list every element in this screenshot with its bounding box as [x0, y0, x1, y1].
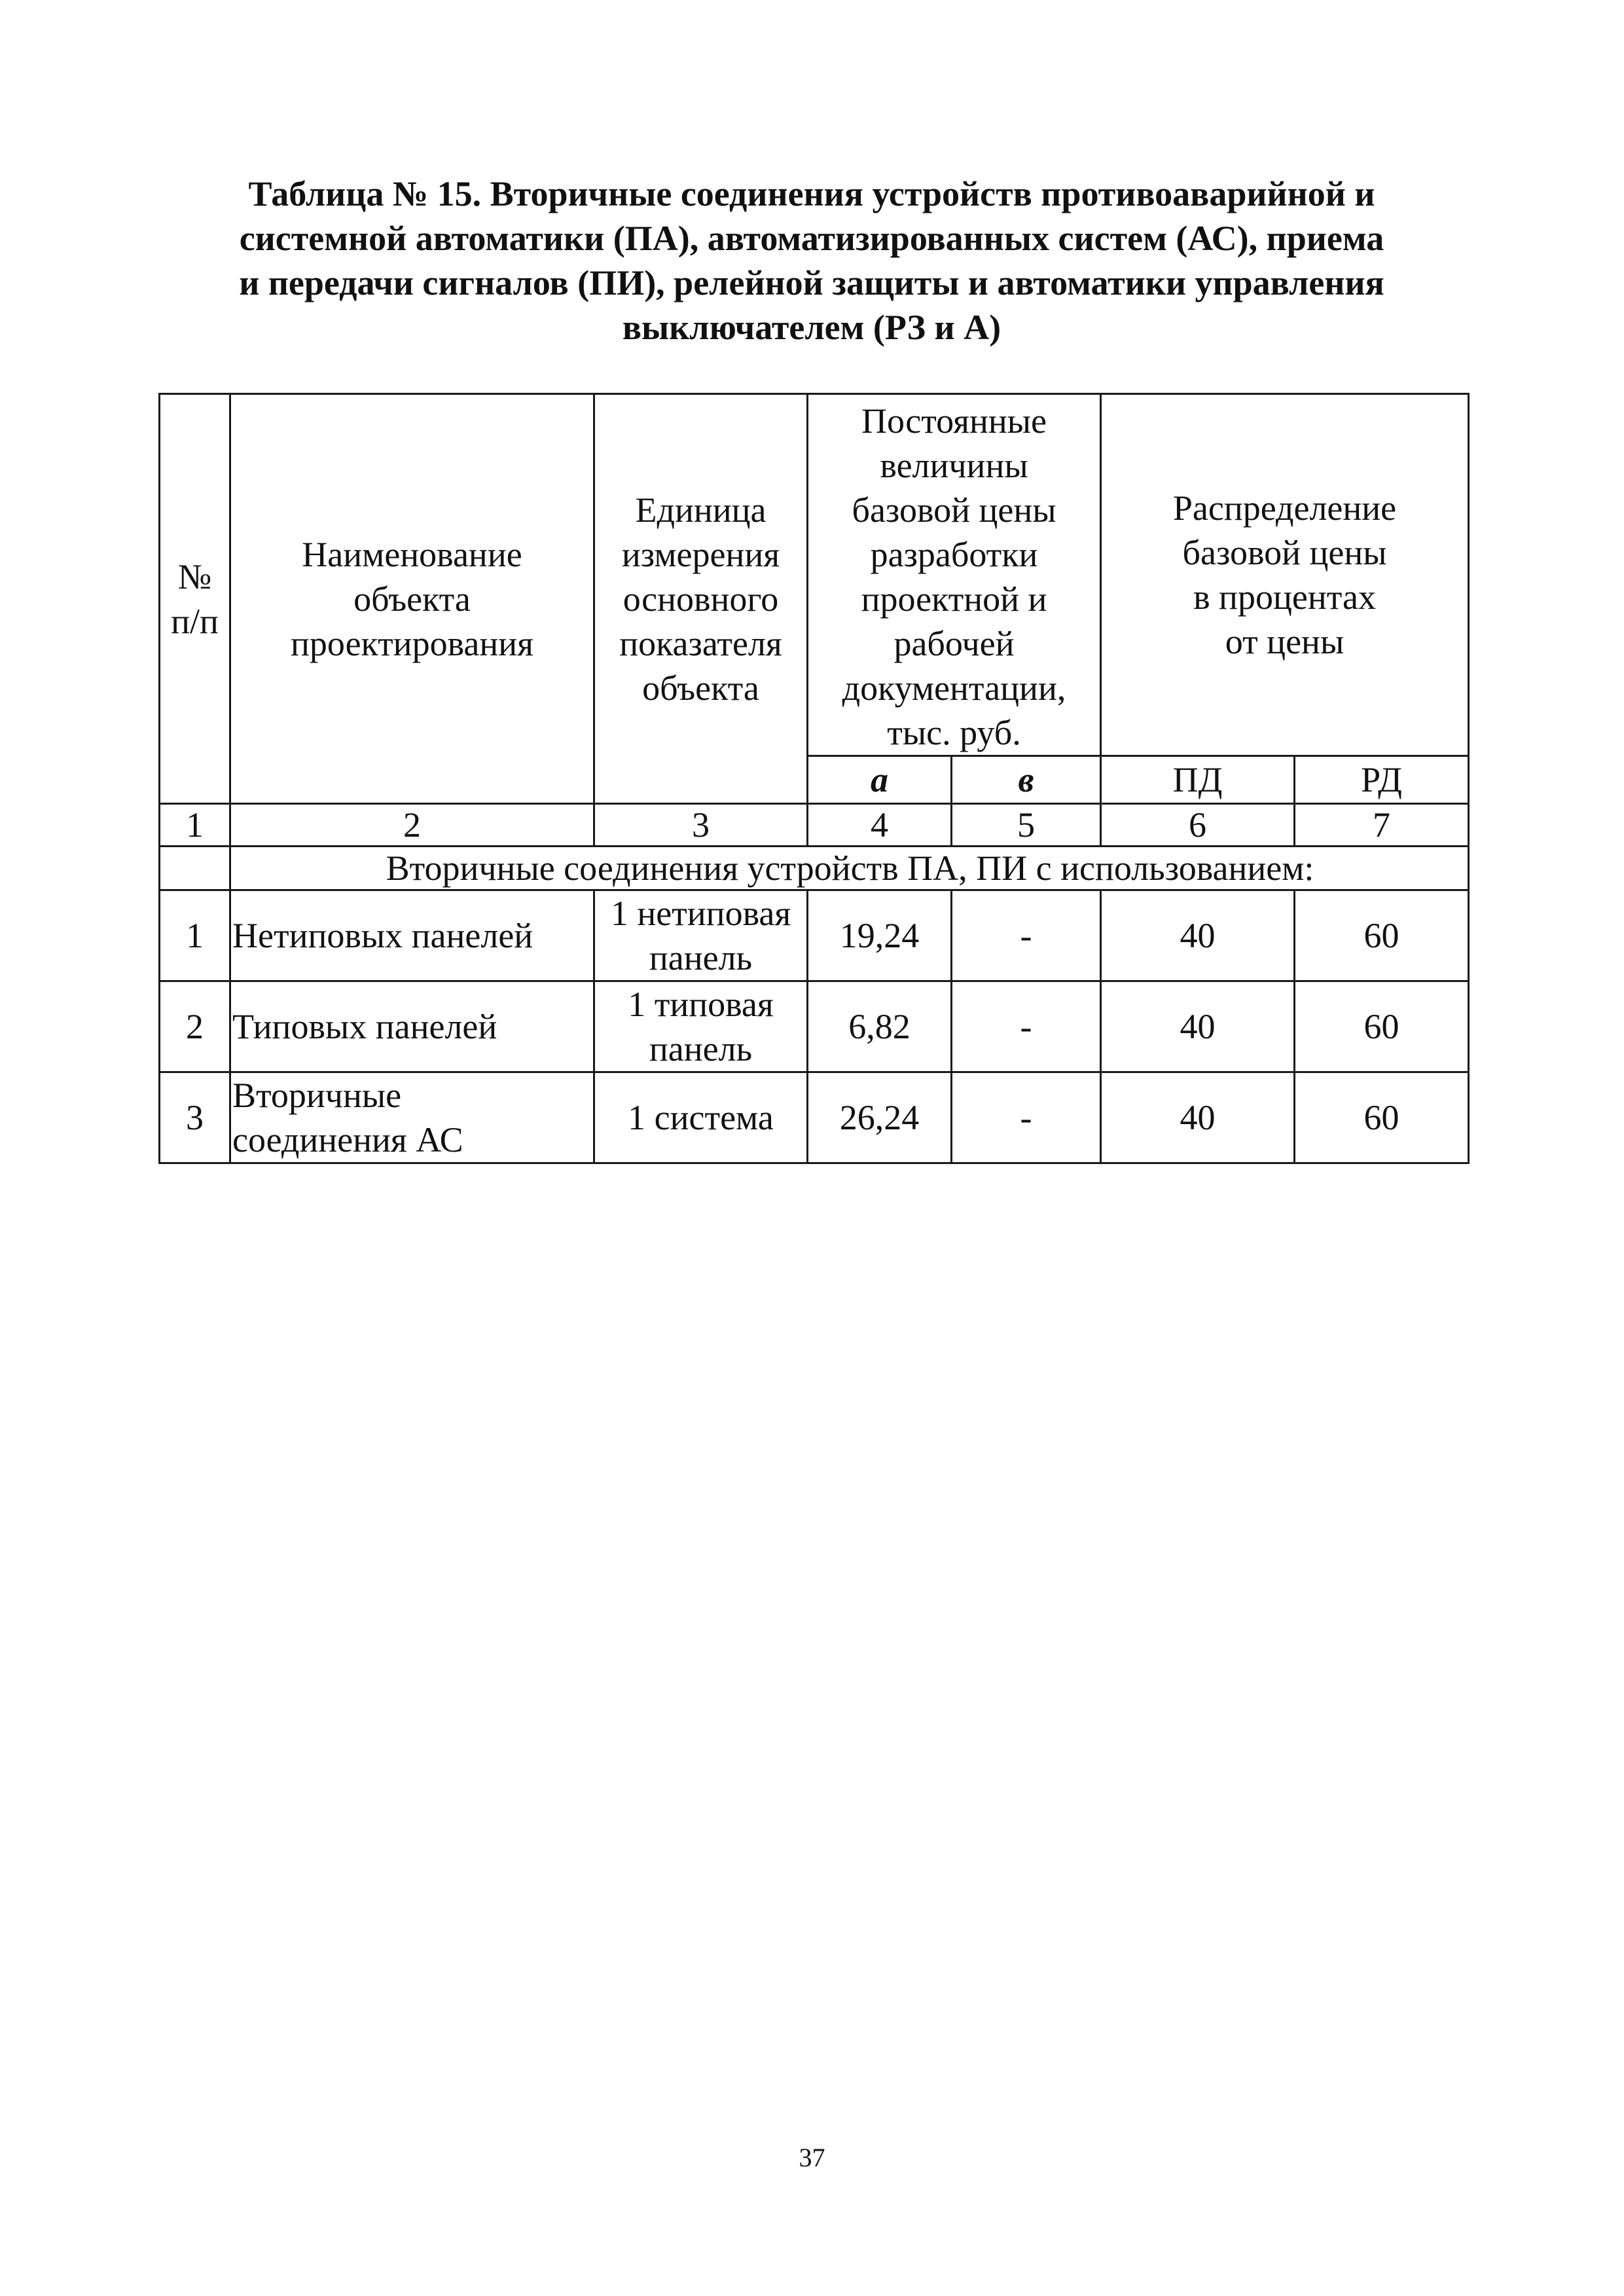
section-title: Вторичные соединения устройств ПА, ПИ с использованием: [230, 847, 1469, 890]
header-num-line: п/п [171, 601, 219, 641]
header-base-price-line: величины [880, 446, 1028, 485]
header-name-line: проектирования [291, 623, 533, 663]
header-unit-line: показателя [619, 623, 782, 663]
row-unit-line: панель [649, 1029, 753, 1068]
row-rd: 60 [1295, 981, 1469, 1072]
header-distribution-line: в процентах [1193, 577, 1376, 617]
row-rd: 60 [1295, 1072, 1469, 1163]
row-rd: 60 [1295, 890, 1469, 981]
title-line: системной автоматики (ПА), автоматизированных систем (АС), приема [239, 219, 1384, 258]
title-line: Таблица № 15. Вторичные соединения устройств противоаварийной и [248, 174, 1375, 213]
header-base-price [808, 394, 1101, 756]
row-unit [594, 981, 808, 1072]
subheader-pd: ПД [1101, 756, 1295, 804]
header-base-price-line: разработки [870, 535, 1038, 574]
subheader-b: в [952, 756, 1101, 804]
row-name [230, 1072, 594, 1163]
column-number-row [160, 804, 1469, 847]
header-distribution [1101, 394, 1469, 756]
row-unit [594, 1072, 808, 1163]
column-number: 7 [1295, 804, 1469, 847]
header-name-line: Наименование [302, 534, 522, 574]
price-table [158, 393, 1470, 1164]
column-number: 3 [594, 804, 808, 847]
section-row [160, 847, 1469, 890]
header-distribution-line: Распределение [1172, 488, 1397, 528]
row-name: Нетиповых панелей [230, 890, 594, 981]
subheader-a: а [808, 756, 952, 804]
row-unit [594, 890, 808, 981]
row-a: 26,24 [808, 1072, 952, 1163]
section-num-cell [160, 847, 230, 890]
header-base-price-line: проектной и [861, 579, 1047, 619]
table-row [160, 981, 1469, 1072]
header-row [160, 394, 1469, 756]
row-a: 19,24 [808, 890, 952, 981]
row-unit-line: панель [649, 938, 753, 977]
header-name [230, 394, 594, 804]
header-distribution-line: базовой цены [1182, 533, 1387, 572]
header-base-price-line: тыс. руб. [887, 713, 1021, 752]
header-base-price-line: рабочей [893, 624, 1015, 663]
row-pd: 40 [1101, 1072, 1295, 1163]
row-b: - [952, 981, 1101, 1072]
header-unit-line: Единица [635, 490, 767, 530]
header-base-price-line: документации, [842, 668, 1066, 708]
column-number: 5 [952, 804, 1101, 847]
header-name-line: объекта [353, 579, 471, 619]
row-unit-line: 1 типовая [628, 985, 774, 1024]
row-num: 1 [160, 890, 230, 981]
header-distribution-line: от цены [1225, 622, 1344, 661]
subheader-rd: РД [1295, 756, 1469, 804]
column-number: 1 [160, 804, 230, 847]
header-base-price-line: базовой цены [852, 490, 1056, 530]
column-number: 6 [1101, 804, 1295, 847]
header-num-line: № [177, 556, 212, 596]
column-number: 2 [230, 804, 594, 847]
row-name: Типовых панелей [230, 981, 594, 1072]
header-num [160, 394, 230, 804]
row-b: - [952, 1072, 1101, 1163]
header-unit-line: объекта [642, 668, 759, 708]
header-unit-line: основного [623, 579, 779, 619]
column-number: 4 [808, 804, 952, 847]
row-num: 2 [160, 981, 230, 1072]
title-line: выключателем (РЗ и А) [622, 308, 1001, 347]
row-unit-line: 1 система [628, 1098, 774, 1137]
row-pd: 40 [1101, 890, 1295, 981]
row-name-line: соединения АС [232, 1120, 463, 1159]
table-title [157, 172, 1466, 350]
row-name-line: Вторичные [232, 1076, 402, 1115]
page-number: 37 [799, 2143, 825, 2172]
row-unit-line: 1 нетиповая [610, 894, 791, 933]
row-num: 3 [160, 1072, 230, 1163]
title-line: и передачи сигналов (ПИ), релейной защиты и автоматики управления [239, 263, 1384, 302]
table-row [160, 890, 1469, 981]
header-base-price-line: Постоянные [861, 401, 1047, 441]
header-unit [594, 394, 808, 804]
table-row [160, 1072, 1469, 1163]
header-unit-line: измерения [621, 534, 780, 574]
row-pd: 40 [1101, 981, 1295, 1072]
row-a: 6,82 [808, 981, 952, 1072]
row-b: - [952, 890, 1101, 981]
